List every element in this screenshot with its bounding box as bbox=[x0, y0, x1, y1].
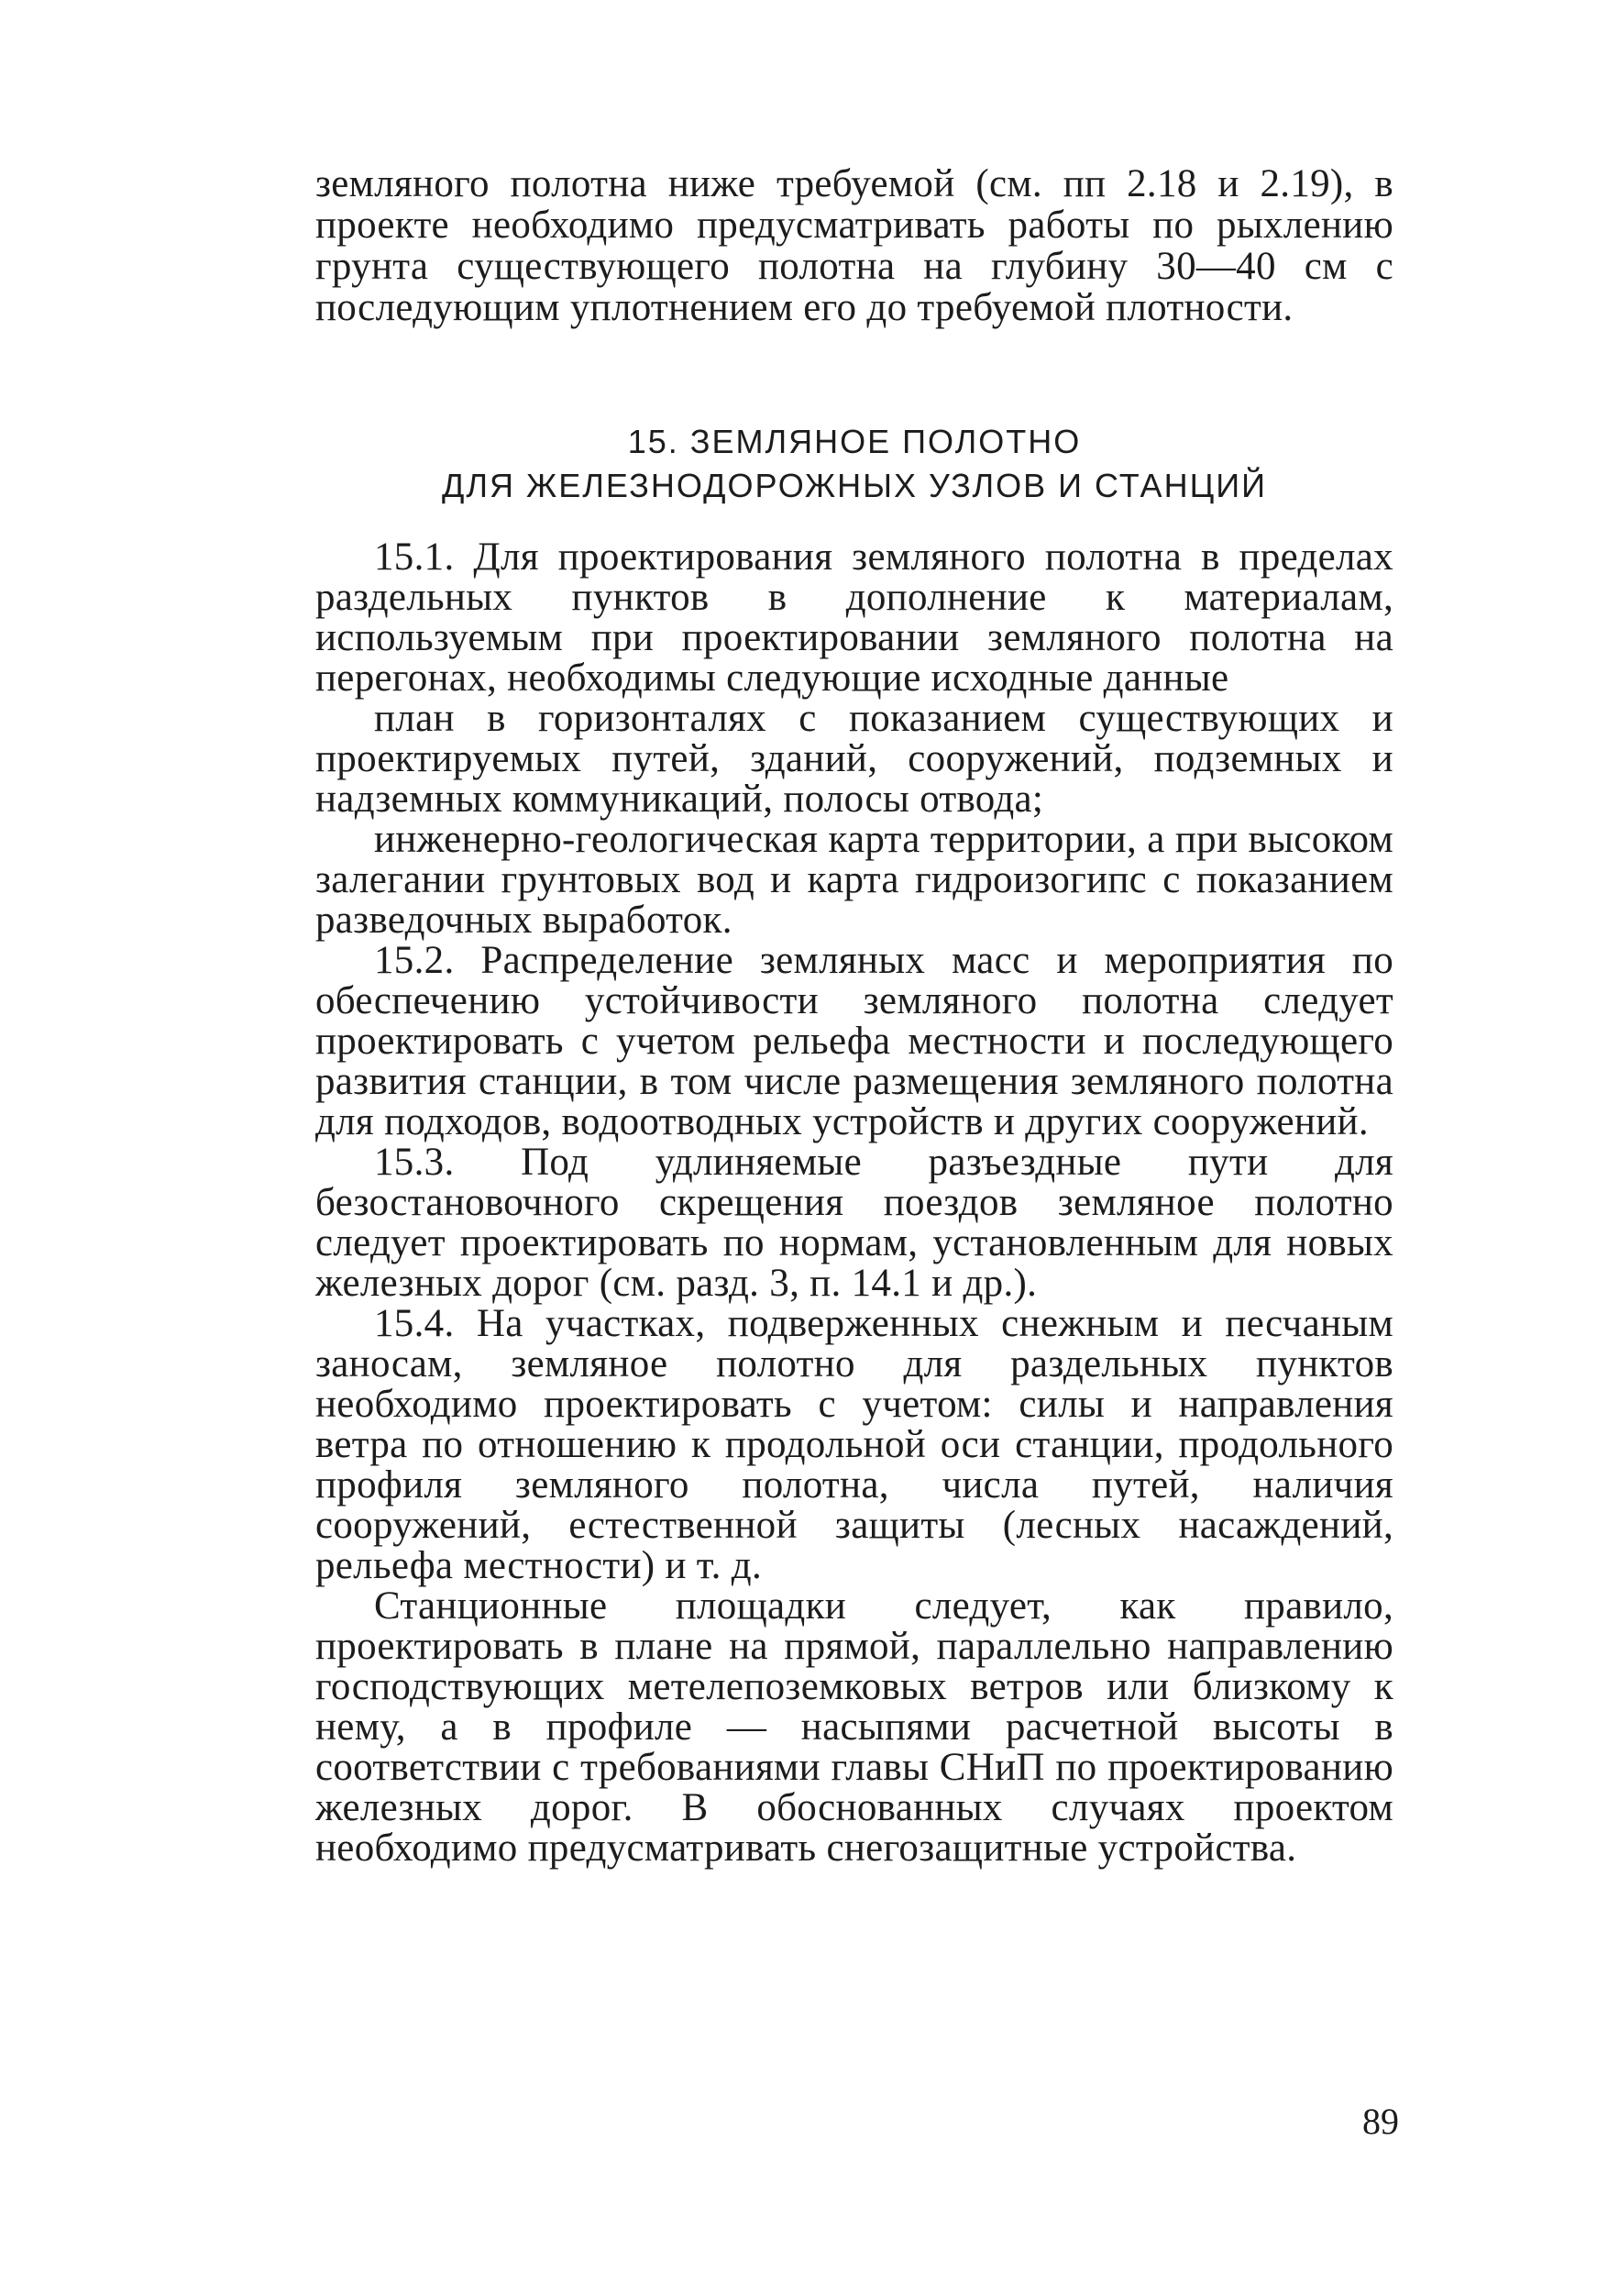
section-heading-line-1: 15. ЗЕМЛЯНОЕ ПОЛОТНО bbox=[627, 423, 1082, 460]
continuation-paragraph: земляного полотна ниже требуемой (см. пп 2.18 и 2.19), в проекте необходимо предусматривать работы по рыхлению грунта существующего полотна на глубину 30—40 см с последующим уплотнением его до требуемой плотности. bbox=[315, 162, 1393, 329]
paragraph-15-2: 15.2. Распределение земляных масс и мероприятия по обеспечению устойчивости земляного полотна следует проектировать с учетом рельефа местности и последующего развития станции, в том числе размещения земляного полотна для подходов, водоотводных устройств и других сооружений. bbox=[315, 939, 1393, 1143]
section-body bbox=[315, 537, 1393, 1869]
paragraph-15-4: 15.4. На участках, подверженных снежным и песчаным заносам, земляное полотно для раздельных пунктов необходимо проектировать с учетом: силы и направления ветра по отношению к продольной оси станции, продольного профиля земляного полотна, числа путей, наличия сооружений, естественной защиты (лесных насаждений, рельефа местности) и т. д. bbox=[315, 1302, 1393, 1587]
paragraph-station-sites: Станционные площадки следует, как правило, проектировать в плане на прямой, параллельно направлению господствующих метелепоземковых ветров или близкому к нему, а в профиле — насыпями расчетной высоты в соответствии с требованиями главы СНиП по проектированию железных дорог. В обоснованных случаях проектом необходимо предусматривать снегозащитные устройства. bbox=[315, 1584, 1393, 1870]
section-heading-line-2: ДЛЯ ЖЕЛЕЗНОДОРОЖНЫХ УЗЛОВ И СТАНЦИЙ bbox=[442, 467, 1267, 504]
paragraph-geology-item: инженерно-геологическая карта территории, а при высоком залегании грунтовых вод и карта гидроизогипс с показанием разведочных выработок. bbox=[315, 818, 1393, 942]
paragraph-15-3: 15.3. Под удлиняемые разъездные пути для безостановочного скрещения поездов земляное полотно следует проектировать по нормам, установленным для новых железных дорог (см. разд. 3, п. 14.1 и др.). bbox=[315, 1141, 1393, 1305]
continuation-text-block bbox=[315, 163, 1393, 328]
section-heading bbox=[315, 420, 1393, 508]
paragraph-plan-item: план в горизонталях с показанием существующих и проектируемых путей, зданий, сооружений, подземных и надземных коммуникаций, полосы отвода; bbox=[315, 697, 1393, 821]
page-number: 89 bbox=[1362, 2101, 1399, 2142]
paragraph-15-1: 15.1. Для проектирования земляного полотна в пределах раздельных пунктов в дополнение к материалам, используемым при проектировании земляного полотна на перегонах, необходимы следующие исходные данные bbox=[315, 535, 1393, 700]
